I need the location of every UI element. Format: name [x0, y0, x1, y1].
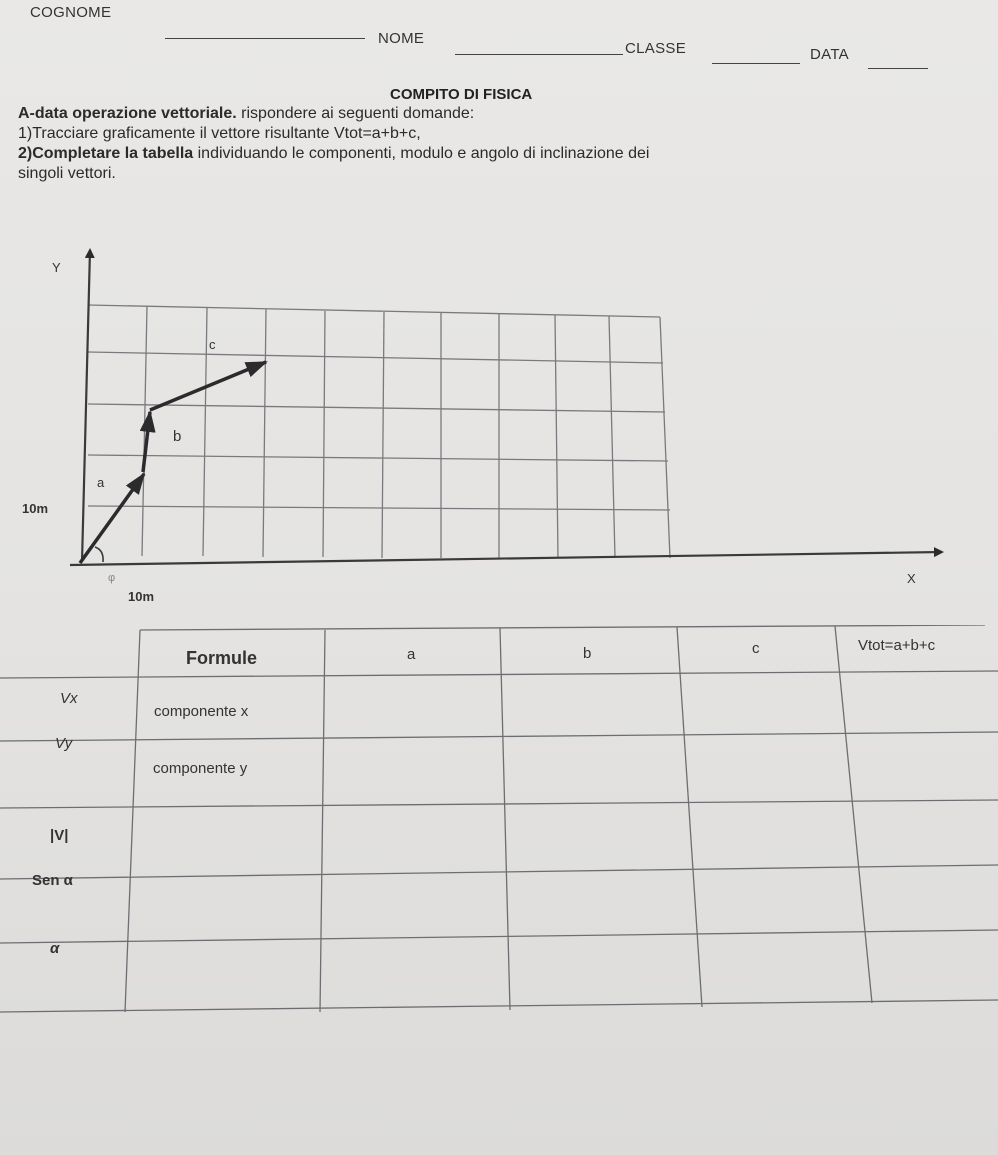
vector-c-label: c — [209, 337, 216, 352]
grid-v-9 — [609, 316, 615, 558]
angle-arc — [95, 547, 103, 562]
x-axis — [70, 552, 942, 565]
table-col-line-1 — [125, 630, 140, 1012]
grid-v-10 — [660, 317, 670, 558]
grid-h-2 — [88, 352, 663, 363]
row-formula-vy: componente y — [153, 760, 248, 777]
grid-v-8 — [555, 315, 558, 558]
table-col-line-5 — [835, 626, 872, 1003]
cognome-label: COGNOME — [30, 4, 112, 21]
row-label-vy: Vy — [55, 735, 73, 752]
header-a: a — [407, 646, 416, 663]
table-col-line-4 — [677, 627, 702, 1007]
instruction-line-4: singoli vettori. — [18, 165, 116, 182]
table-row-line-5 — [0, 930, 998, 943]
table-col-line-3 — [500, 628, 510, 1010]
grid-v-2 — [203, 308, 207, 556]
grid-v-5 — [382, 312, 384, 558]
grid-h-3 — [88, 404, 665, 412]
table-row-line-2 — [0, 732, 998, 741]
table-row-line-1 — [0, 671, 998, 678]
instruction-3-rest: individuando le componenti, modulo e angolo di inclinazione dei — [193, 145, 650, 162]
y-scale-label: 10m — [22, 501, 49, 516]
angle-label: φ — [108, 572, 116, 584]
instruction-3-bold: 2)Completare la tabella — [18, 145, 194, 162]
row-label-sen: Sen α — [32, 872, 73, 889]
y-axis-label: Y — [52, 260, 61, 275]
instruction-line-2: 1)Tracciare graficamente il vettore risultante Vtot=a+b+c, — [18, 125, 421, 142]
classe-label: CLASSE — [625, 40, 686, 57]
page-title: COMPITO DI FISICA — [390, 86, 533, 103]
grid-h-5 — [88, 506, 670, 510]
vector-a-label: a — [97, 475, 105, 490]
table-bottom-border — [0, 1000, 998, 1012]
grid-v-4 — [323, 311, 325, 557]
instruction-1-rest: rispondere ai seguenti domande: — [236, 105, 475, 122]
header-vtot: Vtot=a+b+c — [858, 637, 936, 654]
row-label-alpha: α — [50, 940, 60, 957]
header-formule: Formule — [186, 648, 258, 668]
x-axis-label: X — [907, 571, 916, 586]
instruction-1-bold: A-data operazione vettoriale. — [18, 105, 237, 122]
results-table — [0, 625, 998, 1020]
row-formula-vx: componente x — [154, 703, 249, 720]
grid-h-1 — [88, 305, 660, 317]
header-c: c — [752, 640, 760, 657]
row-label-modulo: |V| — [50, 827, 69, 844]
grid-v-3 — [263, 309, 266, 557]
table-col-line-2 — [320, 630, 325, 1012]
vector-b-label: b — [173, 428, 182, 445]
vector-c — [150, 362, 266, 410]
nome-label: NOME — [378, 30, 425, 47]
vector-a — [80, 474, 144, 563]
grid-h-4 — [88, 455, 668, 461]
data-label: DATA — [810, 46, 849, 63]
table-row-line-4 — [0, 865, 998, 879]
header-b: b — [583, 645, 592, 662]
table-row-line-3 — [0, 800, 998, 808]
y-axis — [82, 250, 90, 562]
table-top-border — [140, 625, 985, 630]
x-scale-label: 10m — [128, 589, 155, 604]
row-label-vx: Vx — [60, 690, 78, 707]
